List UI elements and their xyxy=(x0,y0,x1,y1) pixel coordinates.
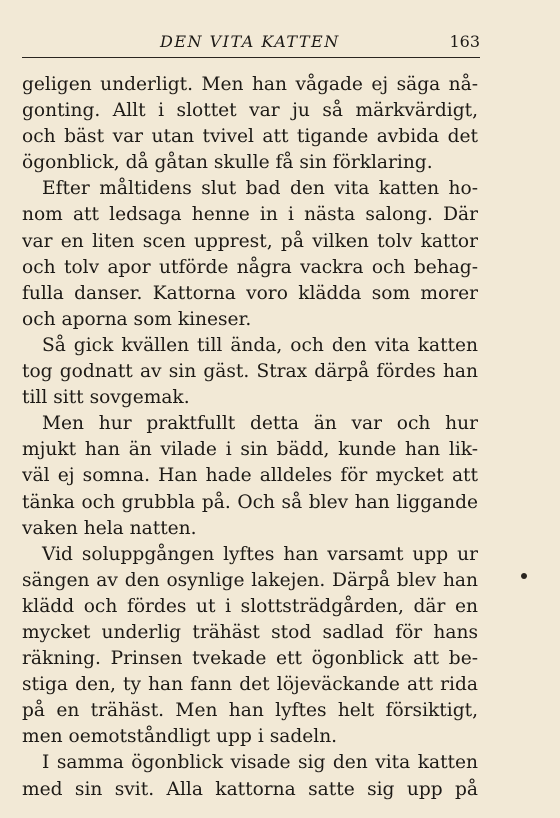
text-line: mjukt han än vilade i sin bädd, kunde han lik- xyxy=(22,439,478,461)
text-line: Vid soluppgången lyftes han varsamt upp ur xyxy=(42,543,478,565)
running-header xyxy=(22,32,480,54)
text-line: och tolv apor utförde några vackra och behag- xyxy=(22,256,478,278)
text-line: fulla danser. Kattorna voro klädda som morer xyxy=(22,282,478,304)
text-line: mycket underlig trähäst stod sadlad för hans xyxy=(22,621,478,643)
text-line: väl ej somna. Han hade alldeles för mycket att xyxy=(22,465,478,487)
text-line: och bäst var utan tvivel att tigande avbida det xyxy=(22,126,478,148)
header-rule xyxy=(22,57,480,58)
text-line: Men hur praktfullt detta än var och hur xyxy=(42,413,478,435)
text-line: var en liten scen upprest, på vilken tolv kattor xyxy=(22,230,478,252)
text-line: ögonblick, då gåtan skulle få sin förklaring. xyxy=(22,152,433,174)
text-line: vaken hela natten. xyxy=(22,517,197,539)
text-line: gonting. Allt i slottet var ju så märkvärdigt, xyxy=(22,100,478,122)
text-line: sängen av den osynlige lakejen. Därpå blev han xyxy=(22,569,478,591)
body-text xyxy=(22,72,478,803)
text-line: räkning. Prinsen tvekade ett ögonblick att be- xyxy=(22,648,478,670)
text-line: nom att ledsaga henne in i nästa salong. Där xyxy=(22,204,478,226)
text-line: och aporna som kineser. xyxy=(22,308,252,330)
text-line: I samma ögonblick visade sig den vita katten xyxy=(42,752,478,774)
text-line: klädd och fördes ut i slottsträdgården, där en xyxy=(22,595,478,617)
text-line: till sitt sovgemak. xyxy=(22,387,190,409)
page-number: 163 xyxy=(449,32,480,51)
text-line: men oemotståndligt upp i sadeln. xyxy=(22,726,338,748)
text-line: tänka och grubbla på. Och så blev han liggande xyxy=(22,491,478,513)
text-line: tog godnatt av sin gäst. Strax därpå fördes han xyxy=(22,361,478,383)
text-line: med sin svit. Alla kattorna satte sig upp på xyxy=(22,778,478,800)
text-line: Efter måltidens slut bad den vita katten ho- xyxy=(42,178,478,200)
running-title: DEN VITA KATTEN xyxy=(160,32,340,51)
text-line: på en trähäst. Men han lyftes helt försiktigt, xyxy=(22,700,478,722)
margin-dot-mark xyxy=(521,573,527,579)
text-line: geligen underligt. Men han vågade ej säga nå- xyxy=(22,74,478,95)
text-line: stiga den, ty han fann det löjeväckande att rida xyxy=(22,674,478,696)
text-line: Så gick kvällen till ända, och den vita katten xyxy=(42,334,478,356)
